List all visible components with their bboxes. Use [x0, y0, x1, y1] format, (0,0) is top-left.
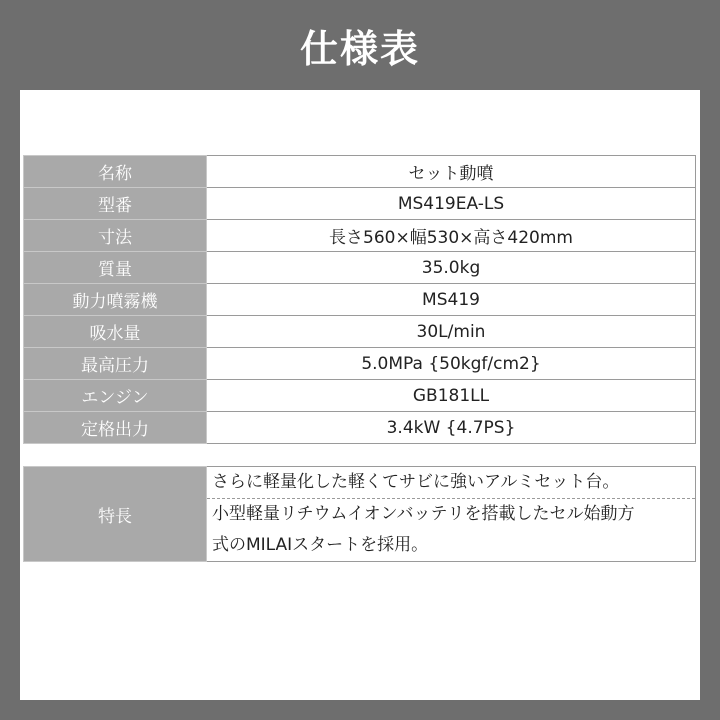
table-row [24, 284, 696, 316]
features-table [23, 466, 696, 562]
table-row [24, 467, 696, 562]
spec-value: 35.0kg [207, 252, 696, 284]
spec-value: 5.0MPa {50kgf/cm2} [207, 348, 696, 380]
spec-label: 質量 [24, 252, 207, 284]
table-row [24, 412, 696, 444]
spec-value: MS419EA-LS [207, 188, 696, 220]
table-row [24, 380, 696, 412]
table-row [24, 316, 696, 348]
table-row [24, 348, 696, 380]
feature-line: 小型軽量リチウムイオンバッテリを搭載したセル始動方 [212, 504, 635, 524]
spec-value: 30L/min [207, 316, 696, 348]
spec-label: 定格出力 [24, 412, 207, 444]
spec-value: 長さ560×幅530×高さ420mm [207, 220, 696, 252]
features-label: 特長 [24, 467, 207, 562]
table-row [24, 220, 696, 252]
feature-line: さらに軽量化した軽くてサビに強いアルミセット台。 [207, 467, 695, 499]
feature-line: 式のMILAIスタートを採用。 [212, 535, 429, 555]
spec-label: 名称 [24, 156, 207, 188]
table-row [24, 252, 696, 284]
spec-value: 3.4kW {4.7PS} [207, 412, 696, 444]
spec-label: 型番 [24, 188, 207, 220]
spec-label: 寸法 [24, 220, 207, 252]
spec-label: エンジン [24, 380, 207, 412]
spec-label: 吸水量 [24, 316, 207, 348]
spec-table [23, 155, 696, 444]
spec-panel [20, 90, 700, 700]
spec-label: 動力噴霧機 [24, 284, 207, 316]
page-header [0, 0, 720, 90]
page-title: 仕様表 [299, 26, 420, 71]
spec-value: GB181LL [207, 380, 696, 412]
table-row [24, 188, 696, 220]
spec-label: 最高圧力 [24, 348, 207, 380]
spec-value: MS419 [207, 284, 696, 316]
table-row [24, 156, 696, 188]
features-content [207, 467, 696, 562]
spec-value: セット動噴 [207, 156, 696, 188]
